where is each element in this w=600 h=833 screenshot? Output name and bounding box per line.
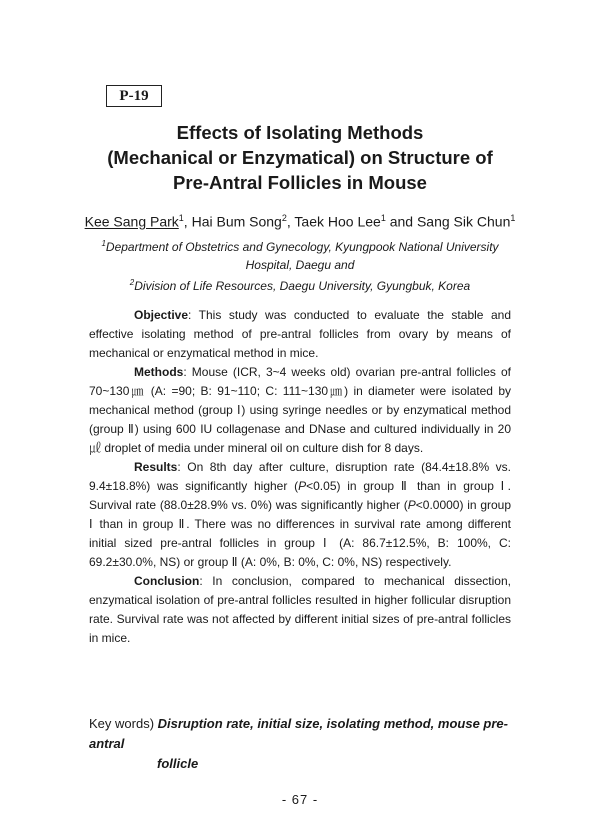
affiliation-1-mark: 1 bbox=[101, 239, 106, 248]
results-text-2: <0.05) in group Ⅱ than in group Ⅰ. Survival rate (88.0±28.9% vs. 0%) was significantly higher ( bbox=[89, 479, 511, 512]
keywords-terms-line-1: Disruption rate, initial size, isolating method, mouse pre-antral bbox=[89, 716, 508, 751]
affiliation-2 bbox=[60, 274, 540, 295]
affiliation-2-mark: 2 bbox=[129, 278, 135, 287]
conclusion-label: Conclusion bbox=[134, 574, 200, 588]
conclusion-text: : In conclusion, compared to mechanical dissection, enzymatical isolation of pre-antral follicles resulted in higher follicular disruption rate. Survival rate was not affected by different initial sizes of pre-antral follicles in mice. bbox=[89, 574, 511, 645]
objective-text: : This study was conducted to evaluate the stable and effective isolating method of pre-antral follicles from ovary by means of mechanical or enzymatical method in mice. bbox=[89, 308, 511, 360]
keywords bbox=[89, 714, 519, 774]
author-3-affil-mark: 1 bbox=[380, 213, 386, 223]
author-1-affil-mark: 1 bbox=[178, 213, 184, 223]
objective-label: Objective bbox=[134, 308, 189, 322]
results-text-1: : On 8th day after culture, disruption rate (84.4±18.8% vs. 9.4±18.8%) was significantly higher ( bbox=[89, 460, 511, 493]
paper-title bbox=[60, 120, 540, 195]
author-4-name: Sang Sik Chun bbox=[416, 213, 511, 230]
author-1-name: Kee Sang Park bbox=[84, 213, 179, 230]
affiliation-2-line-1: Division of Life Resources, Daegu University, Gyungbuk, Korea bbox=[134, 279, 471, 293]
affiliation-1-line-1: Department of Obstetrics and Gynecology, Kyungpook National University bbox=[105, 240, 499, 254]
results-text-3: <0.0000) in group Ⅰ than in group Ⅱ. There was no differences in survival rate among different initial sized pre-antral follicles in group Ⅰ (A: 86.7±12.5%, B: 100%, C: 69.2±30.0%, NS) or group Ⅱ (A: 0%, B: 0%, C: 0%, NS) respectively. bbox=[89, 498, 512, 569]
conclusion-paragraph bbox=[89, 572, 511, 648]
p-value-symbol: P bbox=[407, 498, 416, 512]
title-line-1: Effects of Isolating Methods bbox=[176, 122, 424, 143]
keywords-label: Key words) bbox=[89, 716, 158, 731]
author-separator: and bbox=[385, 213, 417, 230]
title-line-2: (Mechanical or Enzymatical) on Structure of bbox=[107, 147, 493, 168]
results-paragraph bbox=[89, 458, 511, 572]
methods-label: Methods bbox=[134, 365, 184, 379]
author-separator: , bbox=[183, 213, 192, 230]
author-list bbox=[60, 209, 540, 231]
abstract-body bbox=[89, 306, 511, 648]
author-2-name: Hai Bum Song bbox=[191, 213, 282, 230]
author-3-name: Taek Hoo Lee bbox=[294, 213, 381, 230]
methods-paragraph bbox=[89, 363, 511, 458]
methods-text: : Mouse (ICR, 3~4 weeks old) ovarian pre-antral follicles of 70~130㎛ (A: =90; B: 91~110; C: 111~130㎛) in diameter were isolated by mechanical method (group Ⅰ) using syringe needles or by enzymatical method (group Ⅱ) using 600 IU collagenase and DNase and cultured individually in 20㎕ droplet of media under mineral oil on culture dish for 8 days. bbox=[89, 365, 511, 455]
p-value-symbol: P bbox=[298, 479, 307, 493]
affiliations bbox=[60, 235, 540, 295]
objective-paragraph bbox=[89, 306, 511, 363]
title-line-3: Pre-Antral Follicles in Mouse bbox=[173, 172, 427, 193]
results-label: Results bbox=[134, 460, 178, 474]
page-number: - 67 - bbox=[281, 792, 319, 807]
author-4-affil-mark: 1 bbox=[510, 213, 516, 223]
poster-id-box: P-19 bbox=[106, 85, 162, 107]
author-2-affil-mark: 2 bbox=[281, 213, 287, 223]
keywords-terms-line-2: follicle bbox=[157, 756, 199, 771]
author-separator: , bbox=[286, 213, 295, 230]
affiliation-1-cont: Hospital, Daegu and bbox=[245, 258, 355, 272]
affiliation-1 bbox=[60, 235, 540, 256]
